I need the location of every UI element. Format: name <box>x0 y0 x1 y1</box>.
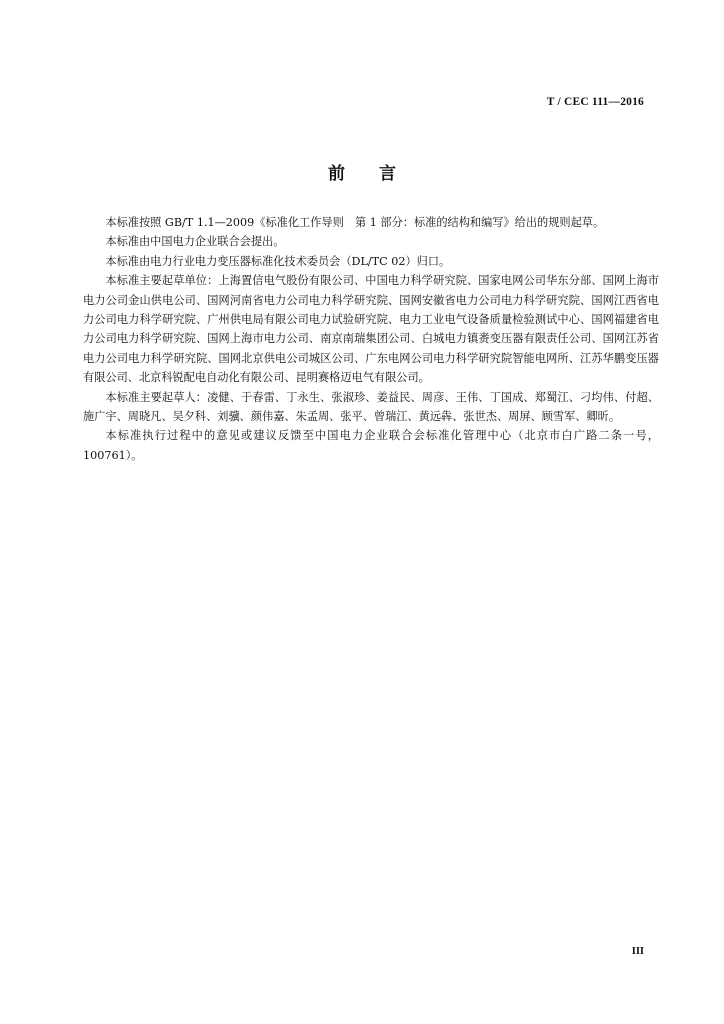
paragraph-feedback-contact: 本标准执行过程中的意见或建议反馈至中国电力企业联合会标准化管理中心（北京市白广路二条一号，100761）。 <box>83 429 659 462</box>
page-number: III <box>631 946 644 957</box>
page-title: 前言 <box>328 164 430 184</box>
paragraph-proposer: 本标准由中国电力企业联合会提出。 <box>105 235 285 249</box>
paragraph-drafting-rules: 本标准按照 GB/T 1.1—2009《标准化工作导则 第 1 部分：标准的结构和编写》给出的规则起草。 <box>105 216 605 229</box>
foreword-body <box>83 213 659 465</box>
standard-code: T / CEC 111—2016 <box>546 96 644 108</box>
paragraph-drafters: 本标准主要起草人：凌健、于春雷、丁永生、张淑珍、姜益民、周彦、王伟、丁国成、郑蜀江、刁均伟、付超、施广宇、周晓凡、吴夕科、刘骥、颜伟嘉、朱孟周、张平、曾瑞江、黄远犇、张世杰、周屏、顾雪军、卿昕。 <box>83 390 659 424</box>
paragraph-drafting-units: 本标准主要起草单位：上海置信电气股份有限公司、中国电力科学研究院、国家电网公司华东分部、国网上海市电力公司金山供电公司、国网河南省电力公司电力科学研究院、国网安徽省电力公司电力科学研究院、国网江西省电力公司电力科学研究院、广州供电局有限公司电力试验研究院、电力工业电气设备质量检验测试中心、国网福建省电力公司电力科学研究院、国网上海市电力公司、南京南瑞集团公司、白城电力镇赉变压器有限责任公司、国网江苏省电力公司电力科学研究院、国网北京供电公司城区公司、广东电网公司电力科学研究院智能电网所、江苏华鹏变压器有限公司、北京科锐配电自动化有限公司、昆明赛格迈电气有限公司。 <box>83 274 659 385</box>
paragraph-responsible-committee: 本标准由电力行业电力变压器标准化技术委员会（DL/TC 02）归口。 <box>105 254 451 268</box>
